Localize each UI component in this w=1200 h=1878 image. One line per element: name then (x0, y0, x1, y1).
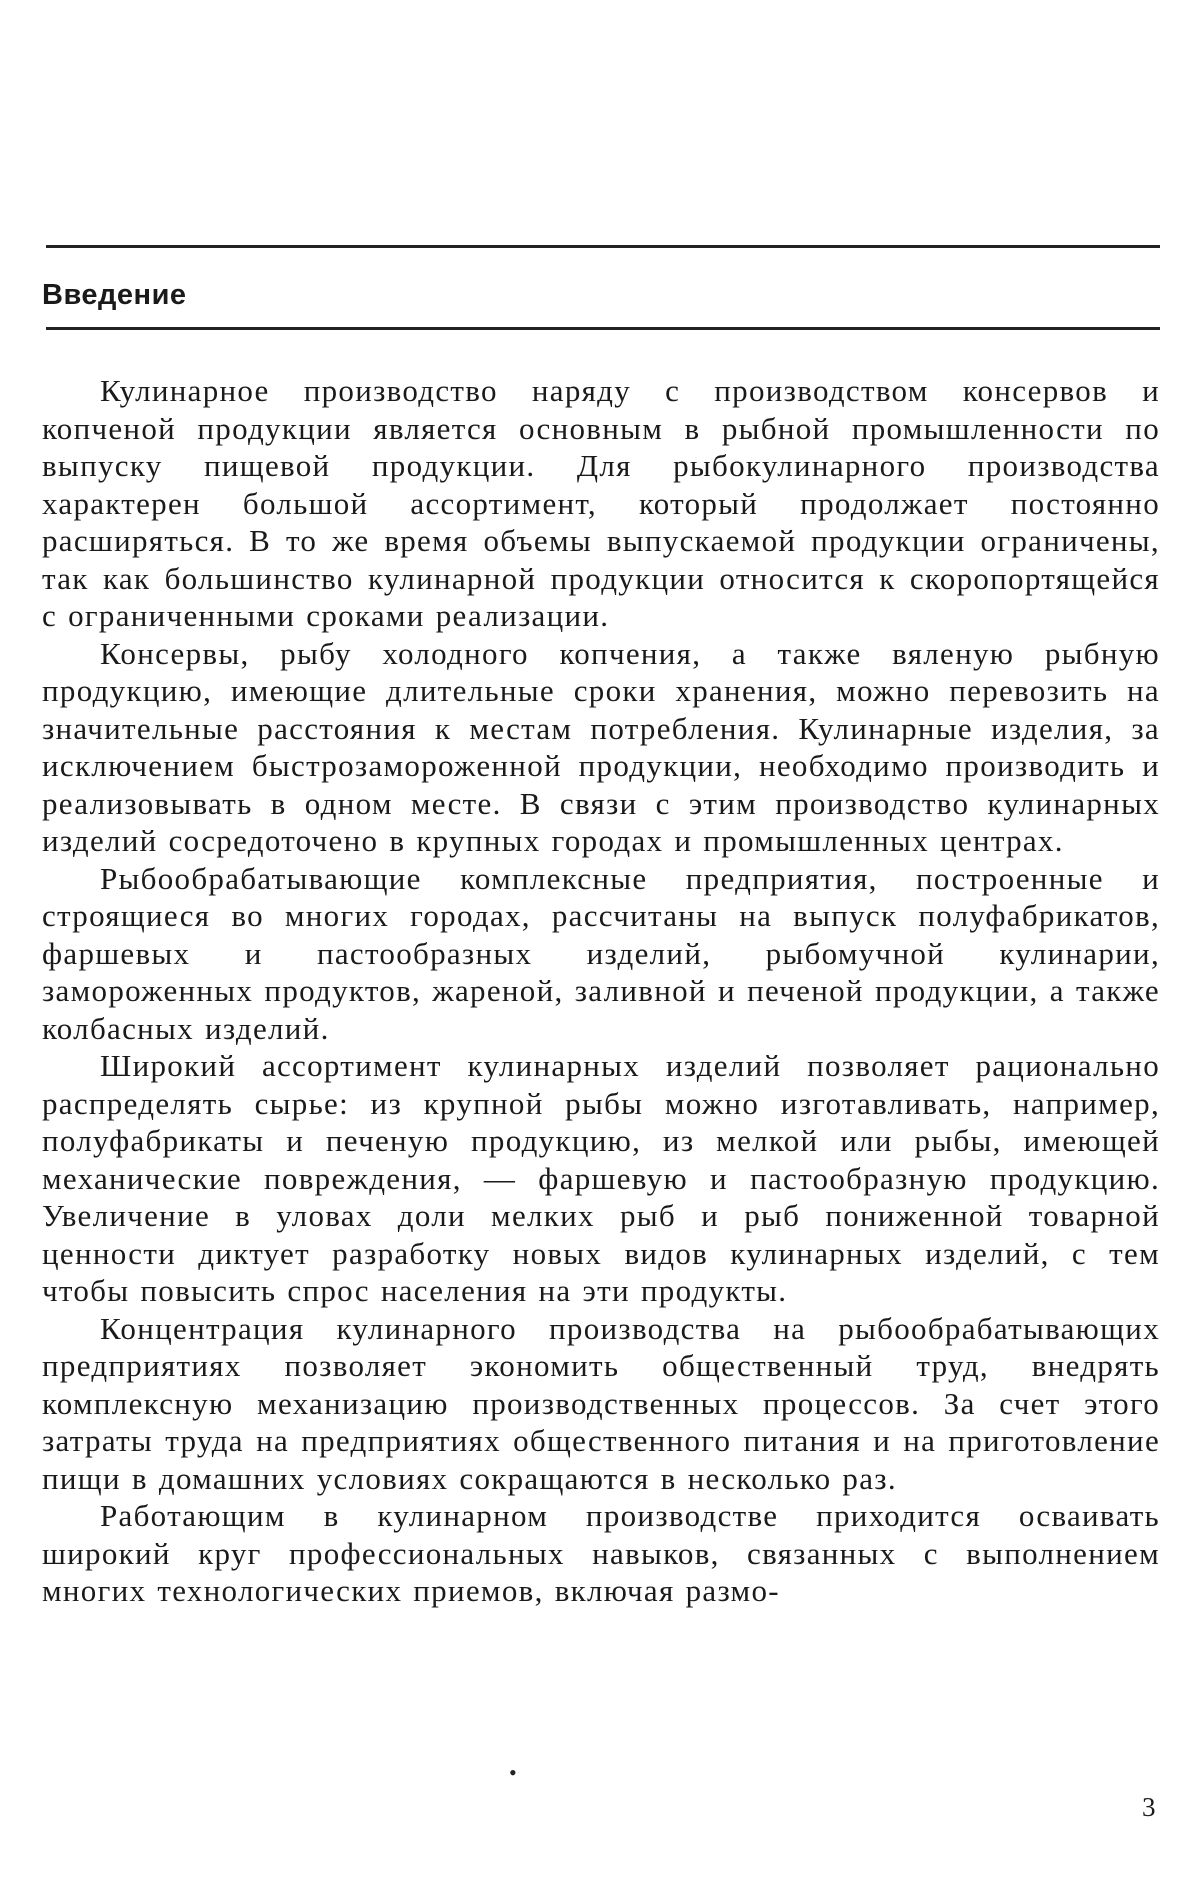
paragraph: Широкий ассортимент кулинарных изделий позволяет рационально распределять сырье: из крупной рыбы можно изготавливать, например, полуфабрикаты и печеную продукцию, из мелкой или рыбы, имеющей механические повреждения, — фаршевую и пастообразную продукцию. Увеличение в уловах доли мелких рыб и рыб пониженной товарной ценности диктует разработку новых видов кулинарных изделий, с тем чтобы повысить спрос населения на эти продукты. (42, 1048, 1160, 1308)
paragraph: Работающим в кулинарном производстве приходится осваивать широкий круг профессиональных навыков, связанных с выполнением многих технологических приемов, включая размо- (42, 1498, 1160, 1608)
page-number: 3 (1142, 1792, 1156, 1822)
header-rule-top (46, 245, 1160, 248)
paragraph: Консервы, рыбу холодного копчения, а также вяленую рыбную продукцию, имеющие длительные сроки хранения, можно перевозить на значительные расстояния к местам потребления. Кулинарные изделия, за исключением быстрозамороженной продукции, необходимо производить и реализовывать в одном месте. В связи с этим производство кулинарных изделий сосредоточено в крупных городах и промышленных центрах. (42, 635, 1160, 858)
paragraph: Рыбообрабатывающие комплексные предприятия, построенные и строящиеся во многих городах, рассчитаны на выпуск полуфабрикатов, фаршевых и пастообразных изделий, рыбомучной кулинарии, замороженных продуктов, жареной, заливной и печеной продукции, а также колбасных изделий. (42, 860, 1160, 1046)
paragraph: Кулинарное производство наряду с производством консервов и копченой продукции является основным в рыбной промышленности по выпуску пищевой продукции. Для рыбокулинарного производства характерен большой ассортимент, который продолжает постоянно расширяться. В то же время объемы выпускаемой продукции ограничены, так как большинство кулинарной продукции относится к скоропортящейся с ограниченными сроками реализации. (42, 373, 1160, 633)
section-title: Введение (42, 279, 187, 311)
footer-mark: • (509, 1760, 517, 1785)
header-rule-bottom (46, 327, 1160, 330)
body-text (42, 372, 1160, 1610)
paragraph: Концентрация кулинарного производства на рыбообрабатывающих предприятиях позволяет экономить общественный труд, внедрять комплексную механизацию производственных процессов. За счет этого затраты труда на предприятиях общественного питания и на приготовление пищи в домашних условиях сокращаются в несколько раз. (42, 1310, 1160, 1496)
